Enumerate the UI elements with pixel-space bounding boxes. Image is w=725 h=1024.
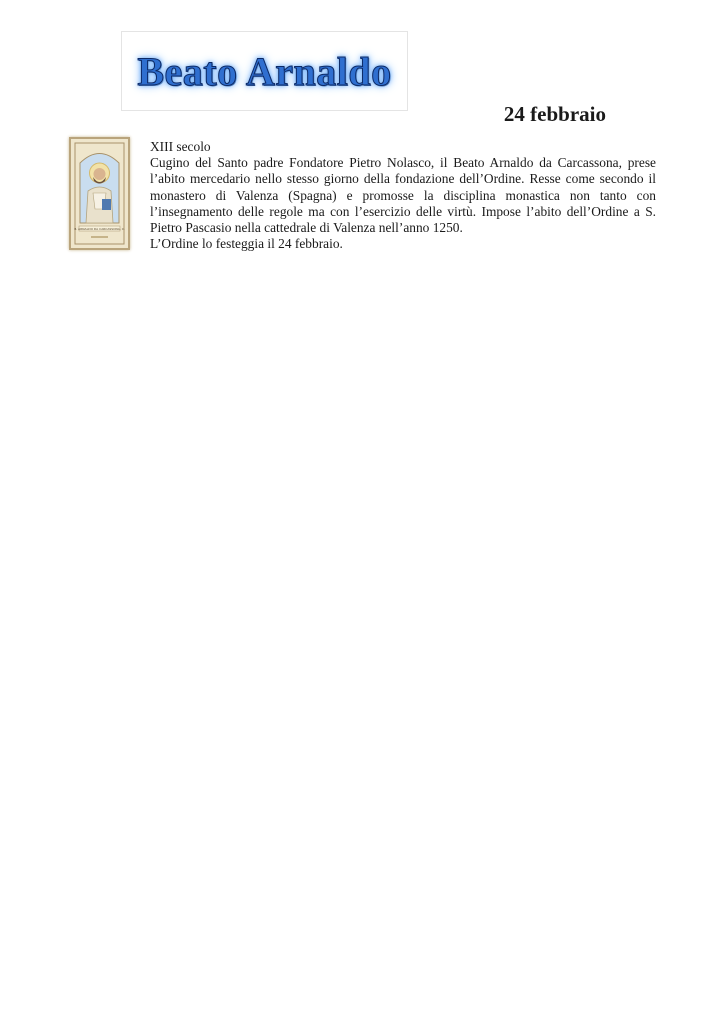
page-title: Beato Arnaldo: [137, 48, 392, 94]
saint-portrait-icon: [71, 139, 128, 248]
holy-card-caption: B. ARNALDO DA CARCASSONA, C.: [74, 227, 125, 231]
holy-card-image: [69, 137, 130, 250]
century-line: XIII secolo: [150, 139, 211, 154]
biography-paragraph: Cugino del Santo padre Fondatore Pietro Nolasco, il Beato Arnaldo da Carcassona, prese l’abito mercedario nello stesso giorno della fondazione dell’Ordine. Resse come secondo il monastero di Valenza (Spagna) e promosse la disciplina monastica non tanto con l’insegnamento delle regole ma con l’esercizio delle virtù. Impose l’abito dell’Ordine a S. Pietro Pascasio nella cattedrale di Valenza nell’anno 1250.: [150, 155, 656, 236]
feast-line: L’Ordine lo festeggia il 24 febbraio.: [150, 236, 343, 252]
title-banner: [121, 31, 408, 111]
article-body: [150, 139, 656, 252]
feast-date: 24 febbraio: [503, 102, 606, 126]
